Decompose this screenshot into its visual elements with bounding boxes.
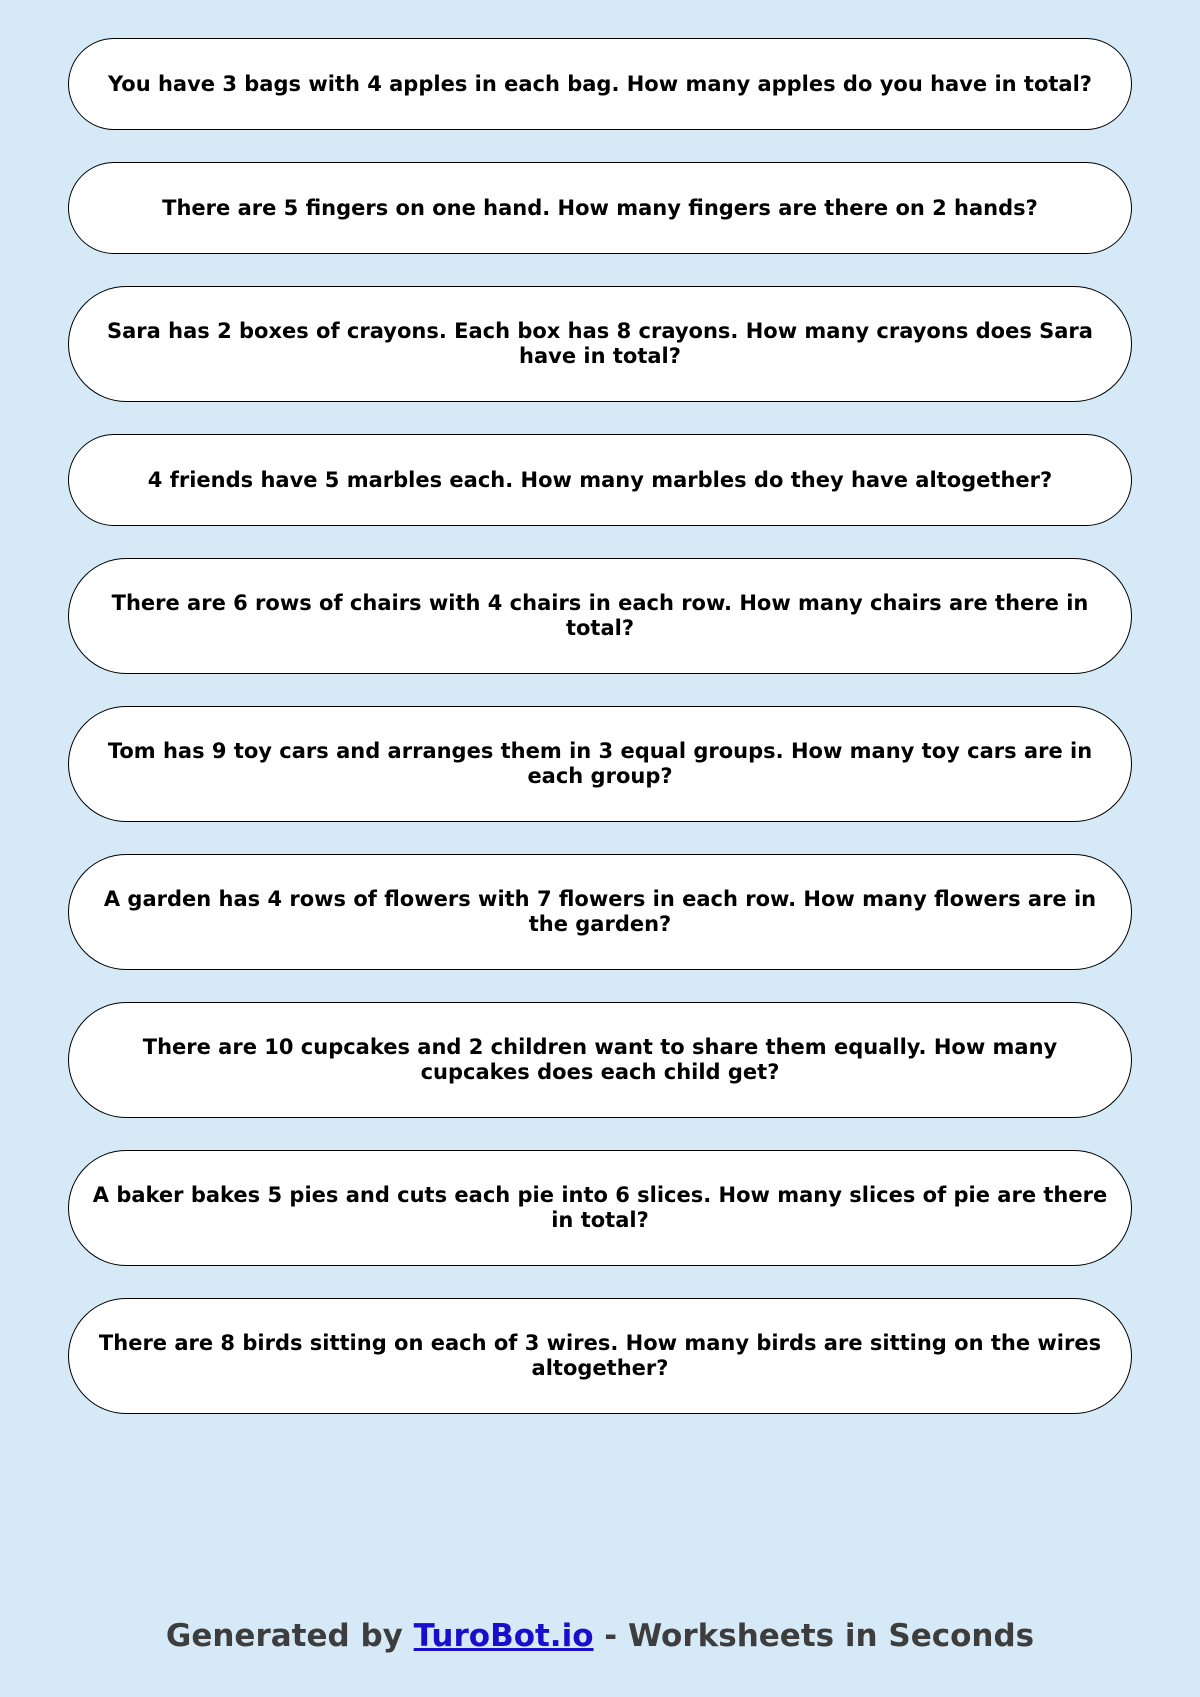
footer	[0, 1618, 1200, 1654]
question-card	[68, 706, 1132, 822]
question-text: A garden has 4 rows of flowers with 7 flowers in each row. How many flowers are in the garden?	[103, 887, 1097, 936]
question-card	[68, 854, 1132, 970]
question-card	[68, 1298, 1132, 1414]
footer-prefix: Generated by	[165, 1618, 414, 1654]
question-text: There are 10 cupcakes and 2 children want to share them equally. How many cupcakes does each child get?	[142, 1035, 1058, 1084]
question-list	[68, 38, 1132, 1446]
question-text: Sara has 2 boxes of crayons. Each box has 8 crayons. How many crayons does Sara have in total?	[107, 319, 1093, 368]
question-text: 4 friends have 5 marbles each. How many marbles do they have altogether?	[147, 467, 1053, 492]
question-card	[68, 162, 1132, 254]
question-card	[68, 558, 1132, 674]
question-card	[68, 1150, 1132, 1266]
footer-suffix: - Worksheets in Seconds	[593, 1618, 1035, 1654]
question-card	[68, 1002, 1132, 1118]
question-card	[68, 434, 1132, 526]
question-card	[68, 286, 1132, 402]
question-text: You have 3 bags with 4 apples in each bag. How many apples do you have in total?	[108, 71, 1092, 96]
question-text: A baker bakes 5 pies and cuts each pie into 6 slices. How many slices of pie are there in total?	[92, 1183, 1108, 1232]
question-card	[68, 38, 1132, 130]
question-text: There are 5 fingers on one hand. How many fingers are there on 2 hands?	[162, 195, 1038, 220]
question-text: There are 8 birds sitting on each of 3 wires. How many birds are sitting on the wires altogether?	[98, 1331, 1102, 1380]
turobot-link[interactable]: TuroBot.io	[413, 1618, 594, 1654]
question-text: Tom has 9 toy cars and arranges them in 3 equal groups. How many toy cars are in each group?	[107, 739, 1093, 788]
question-text: There are 6 rows of chairs with 4 chairs in each row. How many chairs are there in total?	[111, 591, 1089, 640]
